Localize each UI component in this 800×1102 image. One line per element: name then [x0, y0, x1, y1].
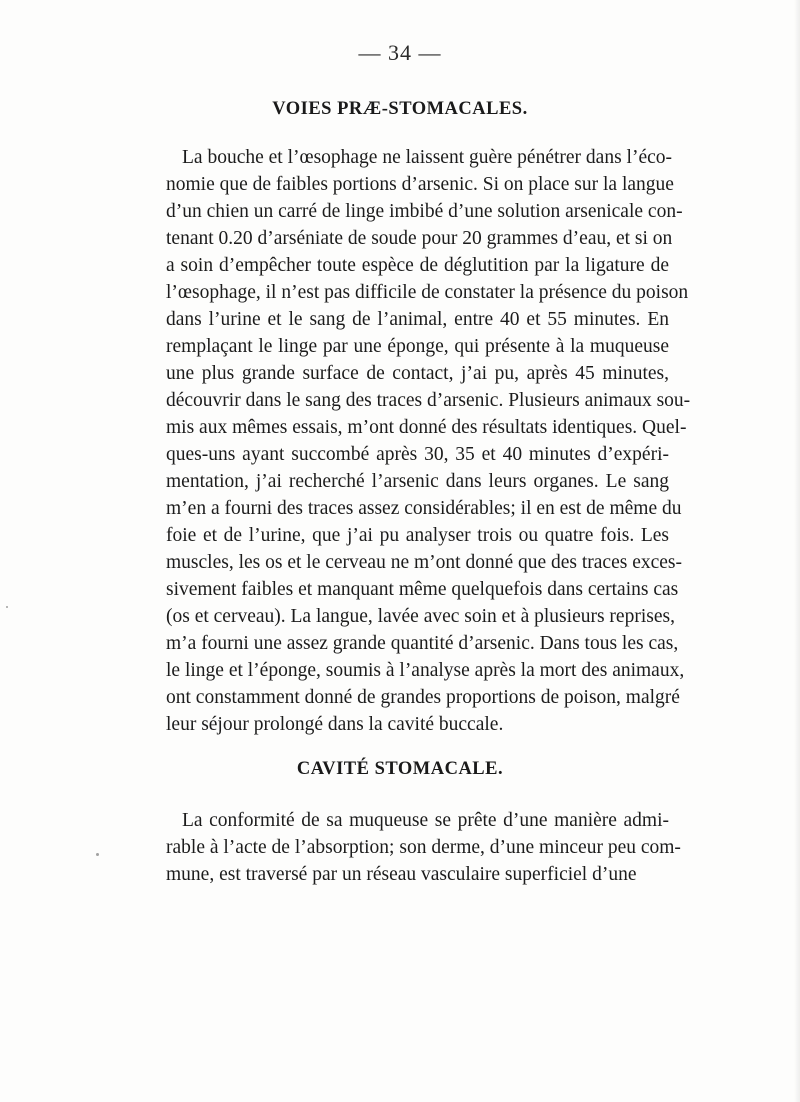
body-line: mentation, j’ai recherché l’arsenic dans leurs organes. Le sang — [166, 471, 669, 492]
body-line: m’a fourni une assez grande quantité d’arsenic. Dans tous les cas, — [166, 633, 679, 654]
ink-speck — [6, 606, 8, 608]
body-line: ques-uns ayant succombé après 30, 35 et 40 minutes d’expéri- — [166, 444, 669, 465]
body-line: m’en a fourni des traces assez considérables; il en est de même du — [166, 498, 682, 519]
body-line: l’œsophage, il n’est pas difficile de constater la présence du poison — [166, 282, 689, 303]
body-line: foie et de l’urine, que j’ai pu analyser trois ou quatre fois. Les — [166, 525, 669, 546]
body-line: ont constamment donné de grandes proportions de poison, malgré — [166, 687, 680, 708]
body-line: tenant 0.20 d’arséniate de soude pour 20 grammes d’eau, et si on — [166, 228, 673, 249]
section-heading-cavite-stomacale: CAVITÉ STOMACALE. — [296, 759, 504, 779]
body-line: sivement faibles et manquant même quelquefois dans certains cas — [166, 579, 679, 600]
body-line: leur séjour prolongé dans la cavité buccale. — [166, 714, 504, 735]
body-line: a soin d’empêcher toute espèce de déglutition par la ligature de — [166, 255, 669, 276]
body-line: mune, est traversé par un réseau vasculaire superficiel d’une — [166, 864, 637, 885]
body-line: découvrir dans le sang des traces d’arsenic. Plusieurs animaux sou- — [166, 390, 691, 411]
scan-edge-shadow — [794, 0, 800, 1102]
body-line: rable à l’acte de l’absorption; son derme, d’une minceur peu com- — [166, 837, 681, 858]
body-line: (os et cerveau). La langue, lavée avec soin et à plusieurs reprises, — [166, 606, 675, 627]
body-line: La bouche et l’œsophage ne laissent guère pénétrer dans l’éco- — [182, 147, 672, 168]
body-line: La conformité de sa muqueuse se prête d’une manière admi- — [182, 810, 669, 831]
body-line: nomie que de faibles portions d’arsenic. Si on place sur la langue — [166, 174, 674, 195]
ink-speck — [96, 853, 99, 856]
body-line: remplaçant le linge par une éponge, qui présente à la muqueuse — [166, 336, 669, 357]
body-line: une plus grande surface de contact, j’ai pu, après 45 minutes, — [166, 363, 669, 384]
body-line: dans l’urine et le sang de l’animal, entre 40 et 55 minutes. En — [166, 309, 669, 330]
page-number: — 34 — — [358, 40, 442, 65]
body-line: muscles, les os et le cerveau ne m’ont donné que des traces exces- — [166, 552, 683, 573]
section-heading-voies-prae-stomacales: VOIES PRÆ-STOMACALES. — [272, 99, 528, 119]
body-line: mis aux mêmes essais, m’ont donné des résultats identiques. Quel- — [166, 417, 687, 438]
body-line: le linge et l’éponge, soumis à l’analyse après la mort des animaux, — [166, 660, 685, 681]
body-line: d’un chien un carré de linge imbibé d’une solution arsenicale con- — [166, 201, 683, 222]
